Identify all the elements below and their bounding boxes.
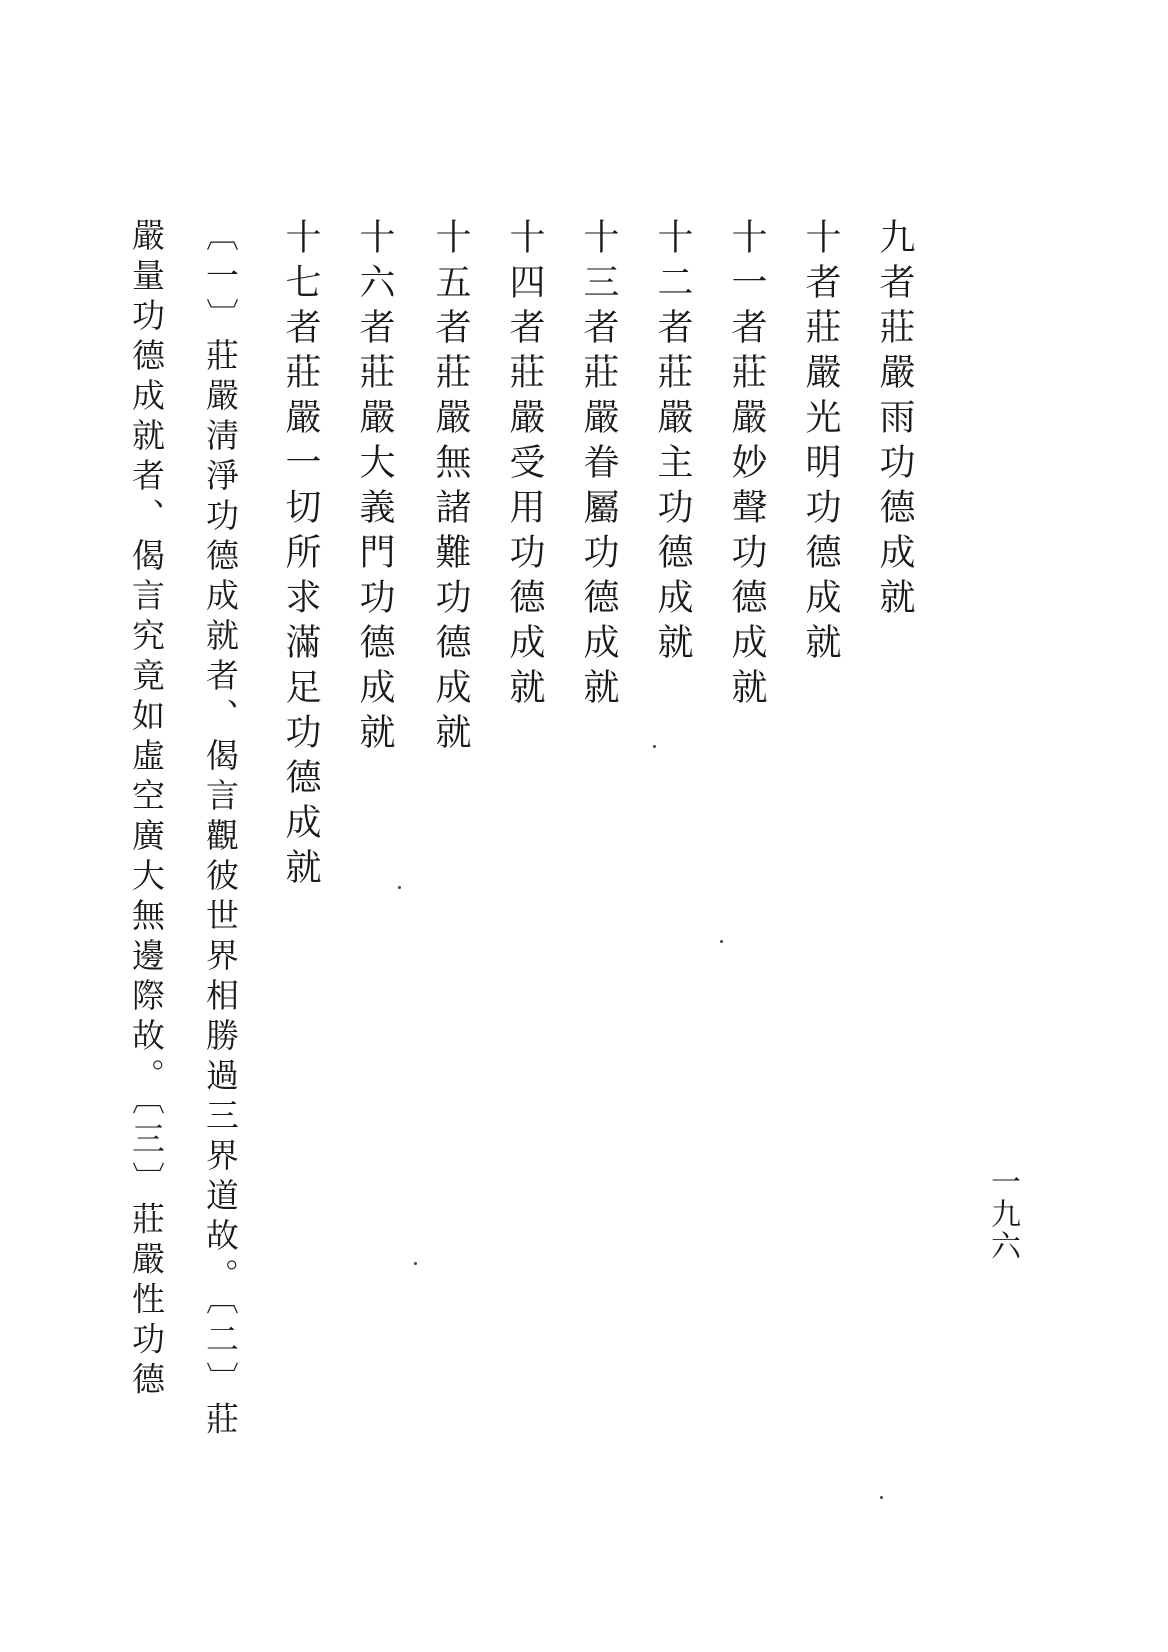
text-column-3: 十一者莊嚴妙聲功德成就 <box>726 218 767 713</box>
speck-mark <box>398 886 401 889</box>
speck-mark <box>720 940 723 943</box>
text-column-7: 十五者莊嚴無諸難功德成就 <box>430 218 471 758</box>
text-column-1: 九者莊嚴雨功德成就 <box>874 218 915 623</box>
speck-mark <box>880 1496 883 1499</box>
text-column-9: 十七者莊嚴一切所求滿足功德成就 <box>280 218 321 893</box>
text-column-4: 十二者莊嚴主功德成就 <box>652 218 693 668</box>
text-column-2: 十者莊嚴光明功德成就 <box>800 218 841 668</box>
page-number: 一九六 <box>985 1166 1020 1262</box>
text-column-8: 十六者莊嚴大義門功德成就 <box>354 218 395 758</box>
text-column-6: 十四者莊嚴受用功德成就 <box>504 218 545 713</box>
speck-mark <box>414 1262 417 1265</box>
speck-mark <box>653 745 656 748</box>
text-column-5: 十三者莊嚴眷屬功德成就 <box>578 218 619 713</box>
text-column-11: 嚴量功德成就者、偈言究竟如虛空廣大無邊際故。〔三〕莊嚴性功德 <box>127 218 166 1402</box>
text-column-10: 〔一〕莊嚴淸淨功德成就者、偈言觀彼世界相勝過三界道故。〔二〕莊 <box>201 218 240 1442</box>
